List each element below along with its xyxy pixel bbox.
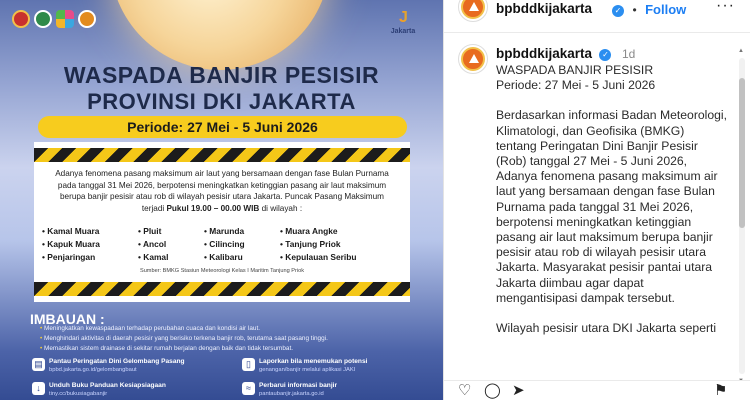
info-links: ▤ Pantau Peringatan Dini Gelombang Pasang bpbd.jakarta.go.id/gelombangbaut ▯ Laporkan bila menemukan potensi genangan/banjir melalui aplikasi JAKI ↓ Unduh Buku Panduan Kesiapsiagaan tiny.cc/bukusiagabanjir ≈ Perbarui informasi banjir pantaubanjir.jakarta.go.id — [32, 356, 422, 400]
phone-icon: ▯ — [242, 358, 255, 371]
area-item: • Kamal Muara — [42, 226, 138, 237]
warning-card — [34, 142, 410, 302]
caption-period: Periode: 27 Mei - 5 Juni 2026 — [496, 78, 656, 93]
monitor-icon: ▤ — [32, 358, 45, 371]
flood-icon: ≈ — [242, 382, 255, 395]
affected-areas-list — [42, 226, 402, 263]
more-options-icon[interactable]: ··· — [716, 0, 735, 14]
government-logo — [34, 10, 52, 28]
source-note: Sumber: BMKG Stasiun Meteorologi Kelas I Maritim Tanjung Priok — [139, 268, 305, 274]
share-icon[interactable]: ➤ — [512, 382, 525, 399]
area-item: • Penjaringan — [42, 252, 138, 263]
caption-paragraph: Wilayah pesisir utara DKI Jakarta seperti — [496, 321, 717, 336]
advisory-item: • Meningkatkan kewaspadaan terhadap perubahan cuaca dan kondisi air laut. — [40, 324, 420, 334]
avatar[interactable] — [458, 0, 488, 22]
post-side-panel — [443, 0, 750, 400]
bookmark-icon[interactable]: ⚑ — [714, 382, 728, 399]
comment-icon[interactable]: ◯ — [484, 382, 501, 399]
header-username[interactable]: bpbddkijakarta — [496, 1, 593, 16]
jakarta-brand-logo: J Jakarta — [377, 8, 429, 46]
advisory-item: • Menghindari aktivitas di daerah pesisir yang berisiko terkena banjir rob, terutama saat pasang tinggi. — [40, 334, 420, 344]
area-item: • Muara Angke — [280, 226, 390, 237]
scroll-thumb[interactable] — [739, 78, 745, 228]
avatar[interactable] — [458, 44, 488, 74]
area-item: • Kepulauan Seribu — [280, 252, 390, 263]
bpbd-logo — [78, 10, 96, 28]
partner-logos — [12, 10, 96, 28]
verified-badge-icon: ✓ — [612, 5, 624, 17]
area-item: • Kalibaru — [204, 252, 280, 263]
advisory-list — [40, 324, 420, 354]
scroll-up-icon[interactable]: ▲ — [738, 48, 744, 54]
hazard-stripes-top — [34, 148, 410, 162]
full-moon-graphic — [110, 0, 330, 70]
follow-button[interactable]: Follow — [645, 2, 687, 17]
post-timestamp[interactable]: 1d — [621, 47, 636, 61]
verified-badge-icon: ✓ — [599, 49, 611, 61]
area-item: • Cilincing — [204, 239, 280, 250]
advisory-heading: IMBAUAN : — [30, 311, 105, 327]
advisory-item: • Memastikan sistem drainase di sekitar rumah berjalan dengan baik dan tidak tersumbat. — [40, 344, 420, 354]
caption-paragraph: Berdasarkan informasi Badan Meteorologi, Klimatologi, dan Geofisika (BMKG) tentang Peringatan Dini Banjir Pesisir (Rob) tanggal 27 Mei - 5 Juni 2026, Adanya fenomena pasang maksimum air laut yang bersamaan dengan fase Bulan Purnama pada tanggal 31 Mei 2026, berpotensi meningkatkan ketinggian pasang air laut maksimum berupa banjir pesisir atau rob di wilayah pesisir utara Jakarta. Masyarakat pesisir pantai utara Jakarta diimbau agar dapat mengantisipasi dampak tersebut. — [496, 108, 728, 305]
caption-text — [496, 63, 728, 351]
separator-dot: • — [632, 3, 637, 17]
caption-title: WASPADA BANJIR PESISIR — [496, 63, 654, 77]
caption-username[interactable]: bpbddkijakarta — [496, 46, 593, 61]
area-item: • Pluit — [138, 226, 204, 237]
scrollbar[interactable] — [738, 48, 746, 384]
poster-subtitle: PROVINSI DKI JAKARTA — [87, 89, 356, 114]
area-item: • Tanjung Priok — [280, 239, 390, 250]
period-badge: Periode: 27 Mei - 5 Juni 2026 — [38, 116, 407, 138]
area-item: • Marunda — [204, 226, 280, 237]
area-item: • Kapuk Muara — [42, 239, 138, 250]
campaign-logo — [56, 10, 74, 28]
heart-icon[interactable]: ♡ — [458, 382, 472, 399]
action-bar — [444, 380, 750, 400]
post-header — [444, 0, 750, 33]
poster-title: WASPADA BANJIR PESISIR — [63, 62, 380, 88]
warning-body: Adanya fenomena pasang maksimum air laut yang bersamaan dengan fase Bulan Purnama pada tanggal 31 Mei 2026, berpotensi meningkatkan ketinggian pasang air laut maksimum berupa banjir pesisir atau rob di wilayah pesisir utara Jakarta. Puncak Pasang Maksimum terjadi Pukul 19.00 – 00.00 WIB di wilayah : — [55, 169, 389, 213]
hazard-stripes-bottom — [34, 282, 410, 296]
jakarta-crest-logo — [12, 10, 30, 28]
area-item: • Ancol — [138, 239, 204, 250]
area-item: • Kamal — [138, 252, 204, 263]
download-icon: ↓ — [32, 382, 45, 395]
